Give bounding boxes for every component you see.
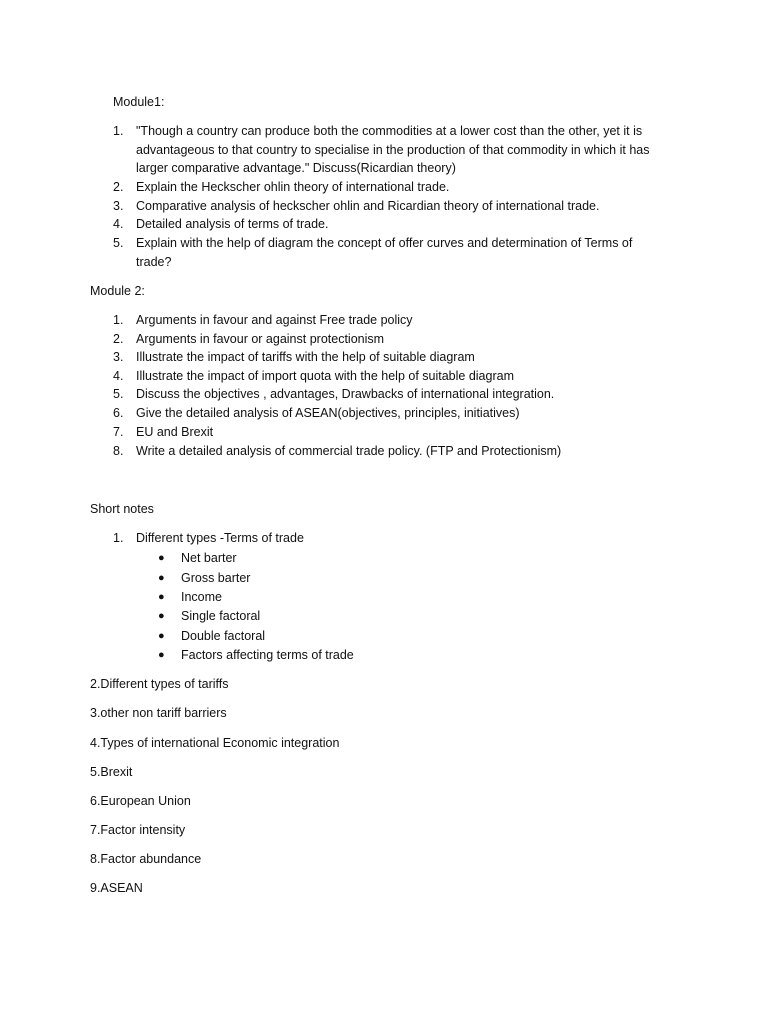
- bullet-dot-icon: ●: [158, 630, 165, 642]
- bullet-dot-icon: ●: [158, 649, 165, 661]
- list-item-text: Write a detailed analysis of commercial trade policy. (FTP and Protectionism): [136, 444, 562, 458]
- list-item-text: EU and Brexit: [136, 425, 214, 439]
- list-item-text: Explain with the help of diagram the concept of offer curves and determination of Terms of: [136, 236, 633, 250]
- short-note-item: 5.Brexit: [90, 765, 133, 779]
- list-item-text: Arguments in favour and against Free trade policy: [136, 313, 413, 327]
- list-item-number: 6.: [113, 406, 124, 420]
- short-note-item: 3.other non tariff barriers: [90, 706, 227, 720]
- list-item-number: 1.: [113, 313, 124, 327]
- bullet-dot-icon: ●: [158, 552, 165, 564]
- bullet-item: Double factoral: [181, 629, 266, 643]
- list-item-text: Illustrate the impact of import quota with the help of suitable diagram: [136, 369, 514, 383]
- list-item-number: 4.: [113, 217, 124, 231]
- short-note-item: 8.Factor abundance: [90, 852, 202, 866]
- short-notes-heading: Short notes: [90, 502, 154, 516]
- short-note-item: 4.Types of international Economic integration: [90, 736, 340, 750]
- bullet-item: Net barter: [181, 551, 237, 565]
- list-item-number: 3.: [113, 199, 124, 213]
- module2-heading: Module 2:: [90, 284, 145, 298]
- list-item-text: advantageous to that country to specialise in the production of that commodity in which it has: [136, 143, 650, 157]
- bullet-item: Gross barter: [181, 571, 251, 585]
- list-item-text: "Though a country can produce both the commodities at a lower cost than the other, yet it is: [136, 124, 643, 138]
- module1-heading: Module1:: [113, 95, 165, 109]
- list-item-text: Comparative analysis of heckscher ohlin and Ricardian theory of international trade.: [136, 199, 600, 213]
- short-note-item: 7.Factor intensity: [90, 823, 186, 837]
- bullet-item: Factors affecting terms of trade: [181, 648, 354, 662]
- list-item-text: Illustrate the impact of tariffs with the help of suitable diagram: [136, 350, 475, 364]
- list-item-number: 1.: [113, 531, 124, 545]
- list-item-number: 8.: [113, 444, 124, 458]
- list-item-number: 7.: [113, 425, 124, 439]
- bullet-dot-icon: ●: [158, 610, 165, 622]
- list-item-text: Detailed analysis of terms of trade.: [136, 217, 329, 231]
- list-item-number: 5.: [113, 236, 124, 250]
- bullet-dot-icon: ●: [158, 591, 165, 603]
- list-item-text: Different types -Terms of trade: [136, 531, 304, 545]
- short-note-item: 9.ASEAN: [90, 881, 143, 895]
- list-item-text: Give the detailed analysis of ASEAN(objectives, principles, initiatives): [136, 406, 520, 420]
- list-item-number: 5.: [113, 387, 124, 401]
- bullet-item: Income: [181, 590, 222, 604]
- list-item-number: 1.: [113, 124, 124, 138]
- bullet-dot-icon: ●: [158, 572, 165, 584]
- list-item-number: 4.: [113, 369, 124, 383]
- list-item-text: trade?: [136, 255, 172, 269]
- short-note-item: 2.Different types of tariffs: [90, 677, 229, 691]
- list-item-text: Explain the Heckscher ohlin theory of international trade.: [136, 180, 450, 194]
- list-item-number: 2.: [113, 332, 124, 346]
- short-note-item: 6.European Union: [90, 794, 191, 808]
- list-item-text: larger comparative advantage." Discuss(Ricardian theory): [136, 161, 456, 175]
- bullet-item: Single factoral: [181, 609, 261, 623]
- list-item-text: Discuss the objectives , advantages, Drawbacks of international integration.: [136, 387, 555, 401]
- list-item-text: Arguments in favour or against protectionism: [136, 332, 385, 346]
- list-item-number: 3.: [113, 350, 124, 364]
- list-item-number: 2.: [113, 180, 124, 194]
